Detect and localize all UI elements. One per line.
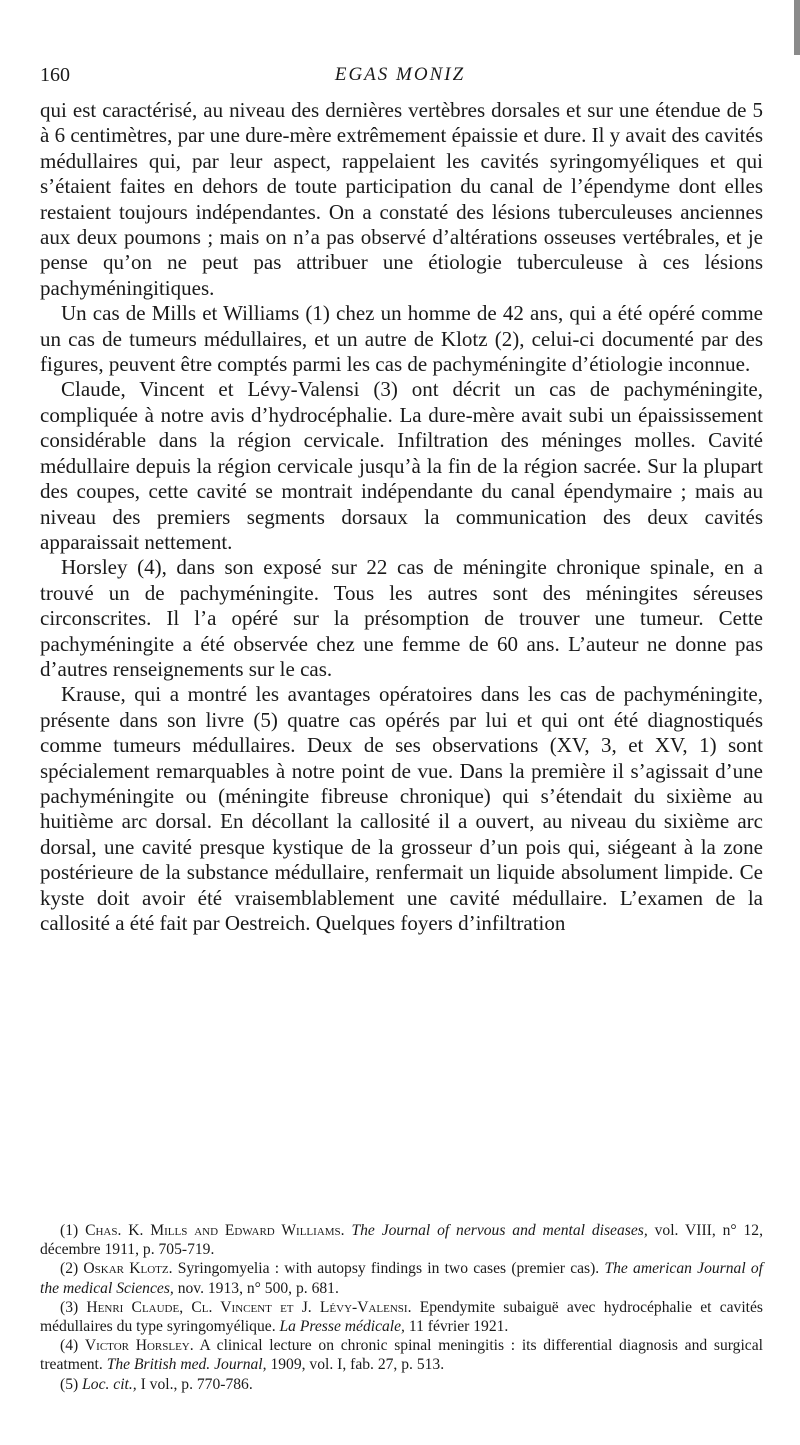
footnote-3 [40, 1298, 763, 1336]
footnote-mark: (5) [60, 1375, 79, 1393]
paragraph-claude-vincent: Claude, Vincent et Lévy-Valensi (3) ont décrit un cas de pachyméningite, compliquée à notre avis d’hydrocéphalie. La dure-mère avait subi un épaississement considérable dans la région cervicale. Infiltration des méninges molles. Cavité médullaire depuis la région cervicale jusqu’à la fin de la région sacrée. Sur la plupart des coupes, cette cavité se montrait indépendante du canal épendymaire ; mais au niveau des premiers segments dorsaux la communication des deux cavités apparaissait nettement. [40, 377, 763, 554]
footnote-journal: La Presse médicale, [279, 1318, 405, 1336]
page-header [40, 64, 760, 94]
page-edge-shadow [794, 0, 800, 55]
paragraph-horsley: Horsley (4), dans son exposé sur 22 cas de méningite chronique spinale, en a trouvé un de pachyméningite. Tous les autres sont des méningites séreuses circonscrites. Il l’a opéré sur la présomption de trouver une tumeur. Cette pachyméningite a été observée chez une femme de 60 ans. L’auteur ne donne pas d’autres renseignements sur le cas. [40, 555, 763, 681]
footnote-article-title: Ependymite subaiguë avec hydrocéphalie et cavités médullaires du type syringomyélique. [40, 1298, 763, 1336]
paragraph-krause: Krause, qui a montré les avantages opératoires dans les cas de pachyméningite, présente dans son livre (5) quatre cas opérés par lui et qui ont été diagnostiqués comme tumeurs médullaires. Deux de ses observations (XV, 3, et XV, 1) sont spécialement remarquables à notre point de vue. Dans la première il s’agissait d’une pachyméningite ou (méningite fibreuse chronique) qui s’étendait du sixième au huitième arc dorsal. En décollant la callosité il a ouvert, au niveau du sixième arc dorsal, une cavité presque kystique de la grosseur d’un pois qui, siégeant à la zone postérieure de la substance médullaire, renfermait un liquide absolument limpide. Ce kyste doit avoir été vraisemblablement une cavité médullaire. L’examen de la callosité a été fait par Oestreich. Quelques foyers d’infiltration [40, 682, 763, 935]
paragraph-continued: qui est caractérisé, au niveau des dernières vertèbres dorsales et sur une étendue de 5 à 6 centimètres, par une dure-mère extrêmement épaissie et dure. Il y avait des cavités médullaires qui, par leur aspect, rappelaient les cavités syringomyéliques et qui s’étaient faites en dehors de toute participation du canal de l’épendyme dont elles restaient toujours indépendantes. On a constaté des lésions tuberculeuses anciennes aux deux poumons ; mais on n’a pas observé d’altérations osseuses vertébrales, et je pense qu’on ne peut pas attribuer une étiologie tuberculeuse à ces lésions pachyméningitiques. [40, 98, 764, 300]
body-text [40, 98, 763, 936]
footnote-journal: The american Journal of the medical Sciences, [40, 1260, 763, 1297]
footnote-authors: Oskar Klotz. [83, 1260, 173, 1278]
page-number: 160 [40, 64, 70, 86]
footnote-authors: Victor Horsley. [84, 1337, 194, 1355]
footnote-5 [40, 1375, 763, 1394]
footnote-1 [40, 1221, 763, 1259]
footnote-4 [40, 1336, 763, 1374]
footnote-article-title: A clinical lecture on chronic spinal meningitis : its differential diagnosis and surgical treatment. [40, 1337, 763, 1374]
footnote-details: nov. 1913, n° 500, p. 681. [177, 1279, 339, 1297]
footnote-journal: Loc. cit., [82, 1375, 137, 1393]
footnote-mark: (4) [60, 1337, 79, 1355]
footnote-details: vol. VIII, n° 12, décembre 1911, p. 705-719. [40, 1222, 764, 1259]
footnote-journal: The Journal of nervous and mental diseases, [351, 1222, 648, 1239]
footnote-2 [40, 1259, 763, 1297]
footnote-details: 11 février 1921. [408, 1318, 509, 1336]
footnote-authors: Henri Claude, Cl. Vincent et J. Lévy-Valensi. [86, 1298, 412, 1316]
footnotes [40, 1221, 763, 1394]
footnote-details: 1909, vol. I, fab. 27, p. 513. [270, 1356, 445, 1374]
footnote-mark: (2) [60, 1260, 79, 1278]
footnote-mark: (3) [60, 1298, 79, 1316]
paragraph-mills-williams: Un cas de Mills et Williams (1) chez un homme de 42 ans, qui a été opéré comme un cas de tumeurs médullaires, et un autre de Klotz (2), celui-ci documenté par des figures, peuvent être comptés parmi les cas de pachyméningite d’étiologie inconnue. [40, 301, 763, 377]
footnote-mark: (1) [60, 1222, 79, 1239]
footnote-details: I vol., p. 770-786. [140, 1375, 253, 1393]
footnote-journal: The British med. Journal, [106, 1356, 267, 1374]
running-head: EGAS MONIZ [334, 64, 466, 85]
footnote-article-title: Syringomyelia : with autopsy findings in two cases (premier cas). [177, 1260, 600, 1278]
footnote-authors: Chas. K. Mills and Edward Williams. [85, 1222, 345, 1239]
